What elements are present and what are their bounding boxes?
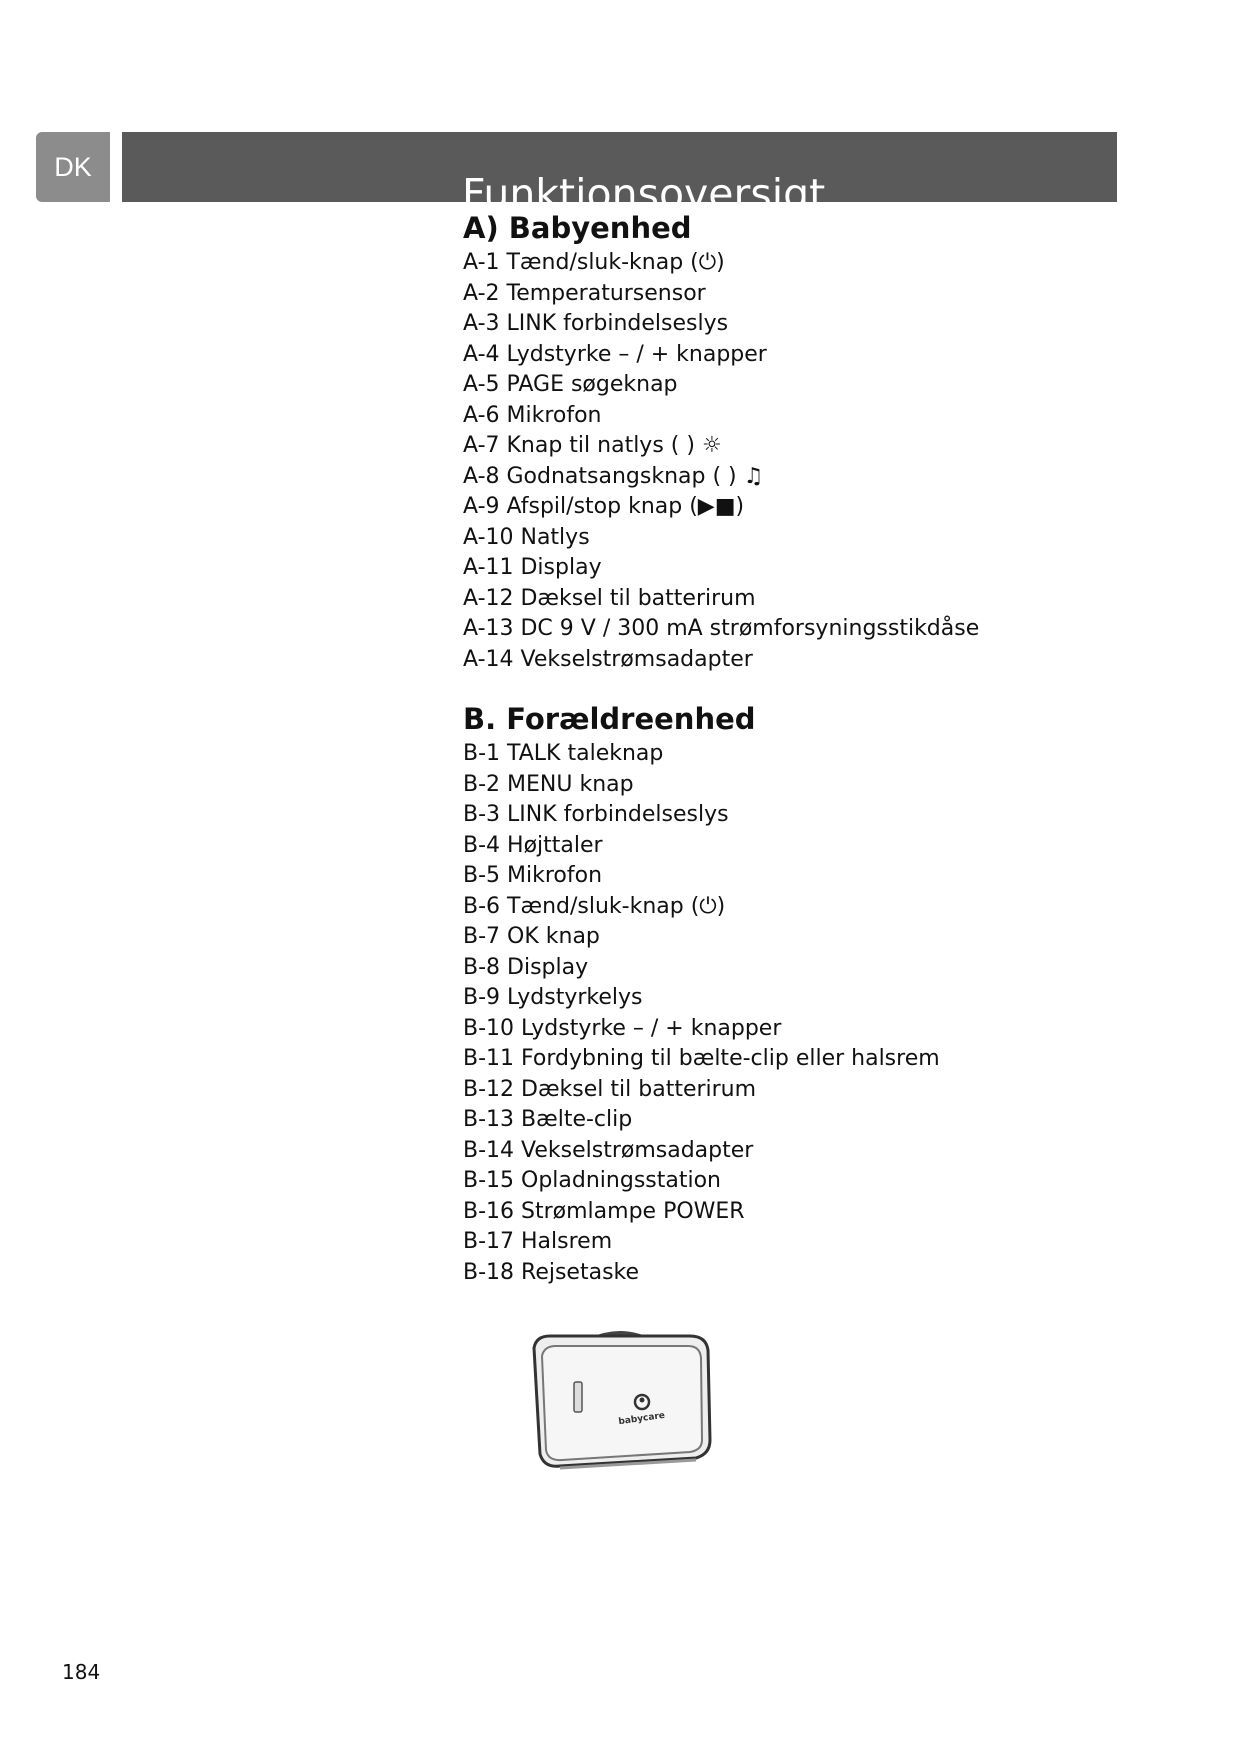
section-a-heading: A) Babyenhed [463,211,692,245]
list-item: B-13 Bælte-clip [463,1107,633,1132]
section-b-list [463,739,1163,1288]
list-item: A-7 Knap til natlys ( ) ☼ [463,433,722,458]
page-number: 184 [62,1660,101,1684]
section-a-list [463,248,1163,675]
list-item: B-8 Display [463,954,589,980]
list-item: A-14 Vekselstrømsadapter [463,646,753,672]
list-item: B-9 Lydstyrkelys [463,985,643,1010]
list-item: A-3 LINK forbindelseslys [463,311,729,336]
list-item: A-4 Lydstyrke – / + knapper [463,341,767,367]
language-tab: DK [36,132,110,202]
list-item: B-7 OK knap [463,924,600,949]
list-item: B-14 Vekselstrømsadapter [463,1137,754,1163]
list-item: A-9 Afspil/stop knap (▶■) [463,494,745,519]
list-item: A-12 Dæksel til batterirum [463,585,756,611]
list-item: A-11 Display [463,555,602,580]
list-item: B-12 Dæksel til batterirum [463,1076,757,1102]
list-item: B-16 Strømlampe POWER [463,1198,745,1224]
list-item: B-3 LINK forbindelseslys [463,802,729,827]
bag-logo-text: babycare [617,1410,666,1428]
list-item: B-1 TALK taleknap [463,741,664,766]
list-item: B-11 Fordybning til bælte-clip eller halsrem [463,1046,940,1071]
list-item: B-2 MENU knap [463,771,634,797]
list-item: A-13 DC 9 V / 300 mA strømforsyningsstikdåse [463,616,980,641]
list-item: A-8 Godnatsangsknap ( ) ♫ [463,463,764,489]
list-item: B-6 Tænd/sluk-knap (⏻) [463,893,726,919]
list-item: B-4 Højttaler [463,832,603,858]
list-item: B-17 Halsrem [463,1229,613,1254]
list-item: A-5 PAGE søgeknap [463,372,678,397]
list-item: A-10 Natlys [463,524,590,550]
travel-bag-icon [520,1322,720,1482]
page-title: Funktionsoversigt [462,170,826,219]
list-item: B-15 Opladningsstation [463,1168,721,1193]
list-item: A-2 Temperatursensor [463,280,706,306]
list-item: A-1 Tænd/sluk-knap (⏻) [463,250,725,275]
title-bar [122,132,1117,219]
section-spacer [463,675,1163,699]
list-item: B-18 Rejsetaske [463,1259,640,1285]
list-item: B-10 Lydstyrke – / + knapper [463,1015,782,1041]
list-item: B-5 Mikrofon [463,863,603,888]
travel-bag-image [520,1322,720,1486]
content-column [463,208,1163,1288]
list-item: A-6 Mikrofon [463,402,602,428]
section-b-heading: B. Forældreenhed [463,702,756,736]
